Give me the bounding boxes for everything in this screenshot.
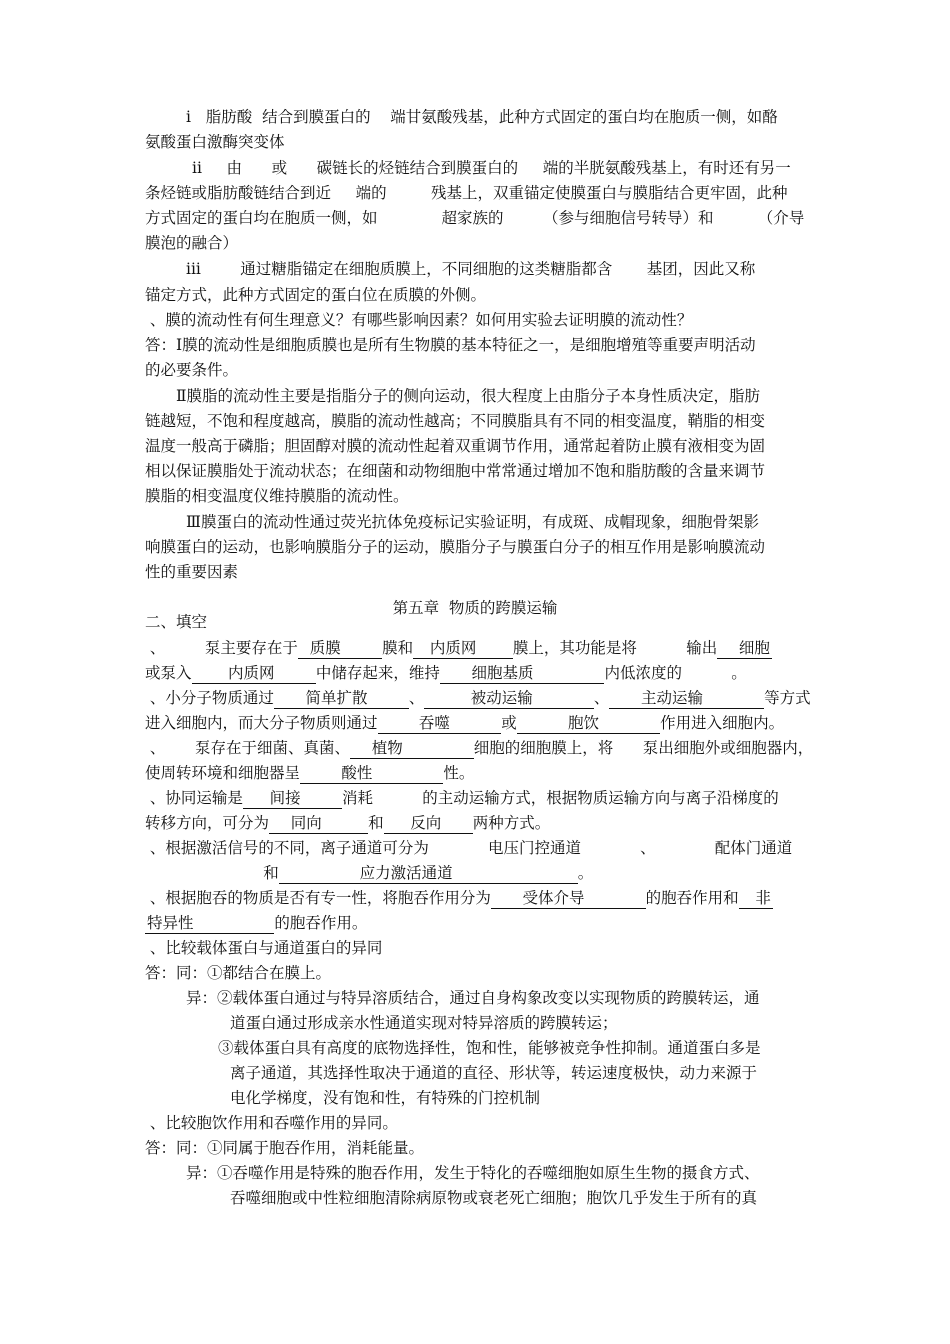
chapter-title: 第五章 物质的跨膜运输 <box>392 599 558 617</box>
text-line <box>186 258 755 280</box>
line-text: 性的重要因素 <box>145 563 239 581</box>
line-text: 、协同运输是 <box>145 789 243 807</box>
text-line <box>145 887 773 909</box>
line-text: 、比较胞饮作用和吞噬作用的异同。 <box>145 1114 398 1132</box>
line-text: 或泵入 <box>145 664 192 682</box>
text-line <box>145 712 784 734</box>
line-text: 膜泡的融合） <box>145 234 239 252</box>
line-text: 异：①吞噬作用是特殊的胞吞作用，发生于特化的吞噬细胞如原生生物的摄食方式、 <box>186 1164 760 1182</box>
text-line <box>218 1037 761 1059</box>
line-text: 、膜的流动性有何生理意义？有哪些影响因素？如何用实验去证明膜的流动性？ <box>145 311 693 329</box>
line-text: 链越短，不饱和程度越高，膜脂的流动性越高；不同膜脂具有不同的相变温度，鞘脂的相变 <box>145 412 766 430</box>
line-text: 、小分子物质通过 <box>145 689 274 707</box>
line-text: 和 <box>145 864 279 882</box>
text-line <box>145 762 474 784</box>
line-text: 、 <box>408 689 425 707</box>
fill-blank-answer: 质膜 <box>299 639 381 657</box>
line-text: 的必要条件。 <box>145 361 239 379</box>
line-text: 或 <box>501 714 517 732</box>
line-text: ii 由 或 碳链长的烃链结合到膜蛋白的 端的半胱氨酸残基上，有时还有另一 <box>192 159 791 177</box>
line-text: 和 <box>368 814 384 832</box>
line-text: 温度一般高于磷脂；胆固醇对膜的流动性起着双重调节作用，通常起着防止膜有液相变为固 <box>145 437 766 455</box>
line-text: 锚定方式，此种方式固定的蛋白位在质膜的外侧。 <box>145 286 487 304</box>
line-text: iii 通过糖脂锚定在细胞质膜上，不同细胞的这类糖脂都含 基团，因此又称 <box>186 260 756 278</box>
text-line <box>145 561 238 583</box>
text-line <box>230 1087 540 1109</box>
fill-blank-answer: 非 <box>740 889 771 907</box>
line-text: 膜和 <box>382 639 414 657</box>
line-text: 、比较载体蛋白与通道蛋白的异同 <box>145 939 383 957</box>
line-text: 答：Ⅰ膜的流动性是细胞质膜也是所有生物膜的基本特征之一，是细胞增殖等重要声明活动 <box>145 336 756 354</box>
text-line <box>145 131 285 153</box>
fill-blank-answer: 特异性 <box>147 914 273 932</box>
fill-blank-answer: 酸性 <box>302 764 442 782</box>
text-line <box>186 1162 760 1184</box>
line-text: 使周转环境和细胞器呈 <box>145 764 301 782</box>
line-text: 二、填空 <box>145 613 208 631</box>
line-text: 细胞的细胞膜上，将 泵出细胞外或细胞器内， <box>473 739 814 757</box>
text-line <box>145 962 331 984</box>
line-text: 异：②载体蛋白通过与特异溶质结合，通过自身构象改变以实现物质的跨膜转运，通 <box>186 989 760 1007</box>
line-text: 、 泵存在于细菌、真菌、 <box>145 739 350 757</box>
text-line <box>145 284 486 306</box>
text-line <box>145 485 409 507</box>
line-text: 条烃链或脂肪酸链结合到近 端的 残基上，双重锚定使膜蛋白与膜脂结合更牢固，此种 <box>145 184 788 202</box>
line-text: 的胞吞作用。 <box>274 914 368 932</box>
line-text: 的胞吞作用和 <box>645 889 739 907</box>
text-line <box>145 912 367 934</box>
fill-blank-answer: 内质网 <box>193 664 314 682</box>
text-line <box>145 862 593 884</box>
fill-blank-answer: 简单扩散 <box>275 689 407 707</box>
fill-blank-answer: 受体介导 <box>492 889 644 907</box>
line-text: Ⅲ膜蛋白的流动性通过荧光抗体免疫标记实验证明，有成斑、成帽现象，细胞骨架影 <box>186 513 759 531</box>
text-line <box>145 637 772 659</box>
line-text: 。 <box>577 864 594 882</box>
fill-blank-answer: 反向 <box>385 814 471 832</box>
line-text: 相以保证膜脂处于流动状态；在细菌和动物细胞中常常通过增加不饱和脂肪酸的含量来调节 <box>145 462 766 480</box>
text-line <box>186 987 760 1009</box>
text-line <box>145 787 779 809</box>
text-line <box>145 737 813 759</box>
text-line <box>145 435 765 457</box>
fill-blank-answer: 细胞 <box>719 639 770 657</box>
text-line <box>145 309 692 331</box>
text-line <box>145 687 811 709</box>
line-text: ③载体蛋白具有高度的底物选择性，饱和性，能够被竞争性抑制。通道蛋白多是 <box>218 1039 761 1057</box>
text-line <box>186 511 759 533</box>
text-line <box>145 812 550 834</box>
line-text: 、根据胞吞的物质是否有专一性，将胞吞作用分为 <box>145 889 491 907</box>
text-line <box>145 536 765 558</box>
line-text: 进入细胞内，而大分子物质则通过 <box>145 714 378 732</box>
fill-blank-answer: 内质网 <box>415 639 511 657</box>
text-line <box>186 106 778 128</box>
fill-blank-answer: 间接 <box>244 789 340 807</box>
text-line <box>145 207 804 229</box>
fill-blank-answer: 主动运输 <box>611 689 763 707</box>
line-text: 电化学梯度，没有饱和性，有特殊的门控机制 <box>230 1089 541 1107</box>
fill-blank-answer: 细胞基质 <box>441 664 603 682</box>
line-text: 膜脂的相变温度仪维持膜脂的流动性。 <box>145 487 409 505</box>
text-line <box>145 232 238 254</box>
line-text: 作用进入细胞内。 <box>660 714 785 732</box>
text-line <box>192 157 791 179</box>
line-text: 等方式 <box>764 689 811 707</box>
line-text: 答：同：①都结合在膜上。 <box>145 964 332 982</box>
line-text: 性。 <box>443 764 475 782</box>
text-line <box>145 937 382 959</box>
text-line <box>230 1012 618 1034</box>
text-line <box>145 1137 424 1159</box>
line-text: 答：同：①同属于胞吞作用，消耗能量。 <box>145 1139 425 1157</box>
line-text: Ⅱ膜脂的流动性主要是指脂分子的侧向运动，很大程度上由脂分子本身性质决定，脂肪 <box>176 387 761 405</box>
line-text: 、 泵主要存在于 <box>145 639 298 657</box>
text-line <box>145 359 238 381</box>
line-text: i 脂肪酸 结合到膜蛋白的 端甘氨酸残基，此种方式固定的蛋白均在胞质一侧，如酪 <box>186 108 778 126</box>
fill-blank-answer: 吞噬 <box>379 714 500 732</box>
text-line <box>145 334 756 356</box>
text-line <box>145 837 792 859</box>
fill-blank-answer: 被动运输 <box>426 689 592 707</box>
line-text: 响膜蛋白的运动，也影响膜脂分子的运动，膜脂分子与膜蛋白分子的相互作用是影响膜流动 <box>145 538 766 556</box>
text-line <box>176 385 760 407</box>
text-line <box>145 182 787 204</box>
text-line <box>145 662 747 684</box>
text-line <box>230 1187 757 1209</box>
text-line <box>145 1112 398 1134</box>
line-text: 、 <box>593 689 610 707</box>
line-text: 膜上，其功能是将 输出 <box>512 639 718 657</box>
line-text: 两种方式。 <box>472 814 551 832</box>
fill-blank-answer: 应力激活通道 <box>280 864 576 882</box>
line-text: 氨酸蛋白激酶突变体 <box>145 133 285 151</box>
line-text: 、根据激活信号的不同，离子通道可分为 电压门控通道 、 配体门通道 <box>145 839 793 857</box>
line-text: 吞噬细胞或中性粒细胞清除病原物或衰老死亡细胞；胞饮几乎发生于所有的真 <box>230 1189 758 1207</box>
fill-blank-answer: 植物 <box>352 739 472 757</box>
text-line <box>145 410 765 432</box>
line-text: 方式固定的蛋白均在胞质一侧，如 超家族的 （参与细胞信号转导）和 （介导 <box>145 209 805 227</box>
text-line <box>145 460 765 482</box>
line-text: 道蛋白通过形成亲水性通道实现对特异溶质的跨膜转运； <box>230 1014 618 1032</box>
fill-blank-answer: 同向 <box>271 814 367 832</box>
text-line <box>230 1062 757 1084</box>
line-text: 转移方向，可分为 <box>145 814 270 832</box>
line-text: 离子通道，其选择性取决于通道的直径、形状等，转运速度极快，动力来源于 <box>230 1064 758 1082</box>
line-text: 内低浓度的 。 <box>604 664 747 682</box>
line-text: 消耗 的主动运输方式，根据物质运输方向与离子沿梯度的 <box>342 789 779 807</box>
line-text: 中储存起来，维持 <box>315 664 440 682</box>
fill-blank-answer: 胞饮 <box>518 714 659 732</box>
